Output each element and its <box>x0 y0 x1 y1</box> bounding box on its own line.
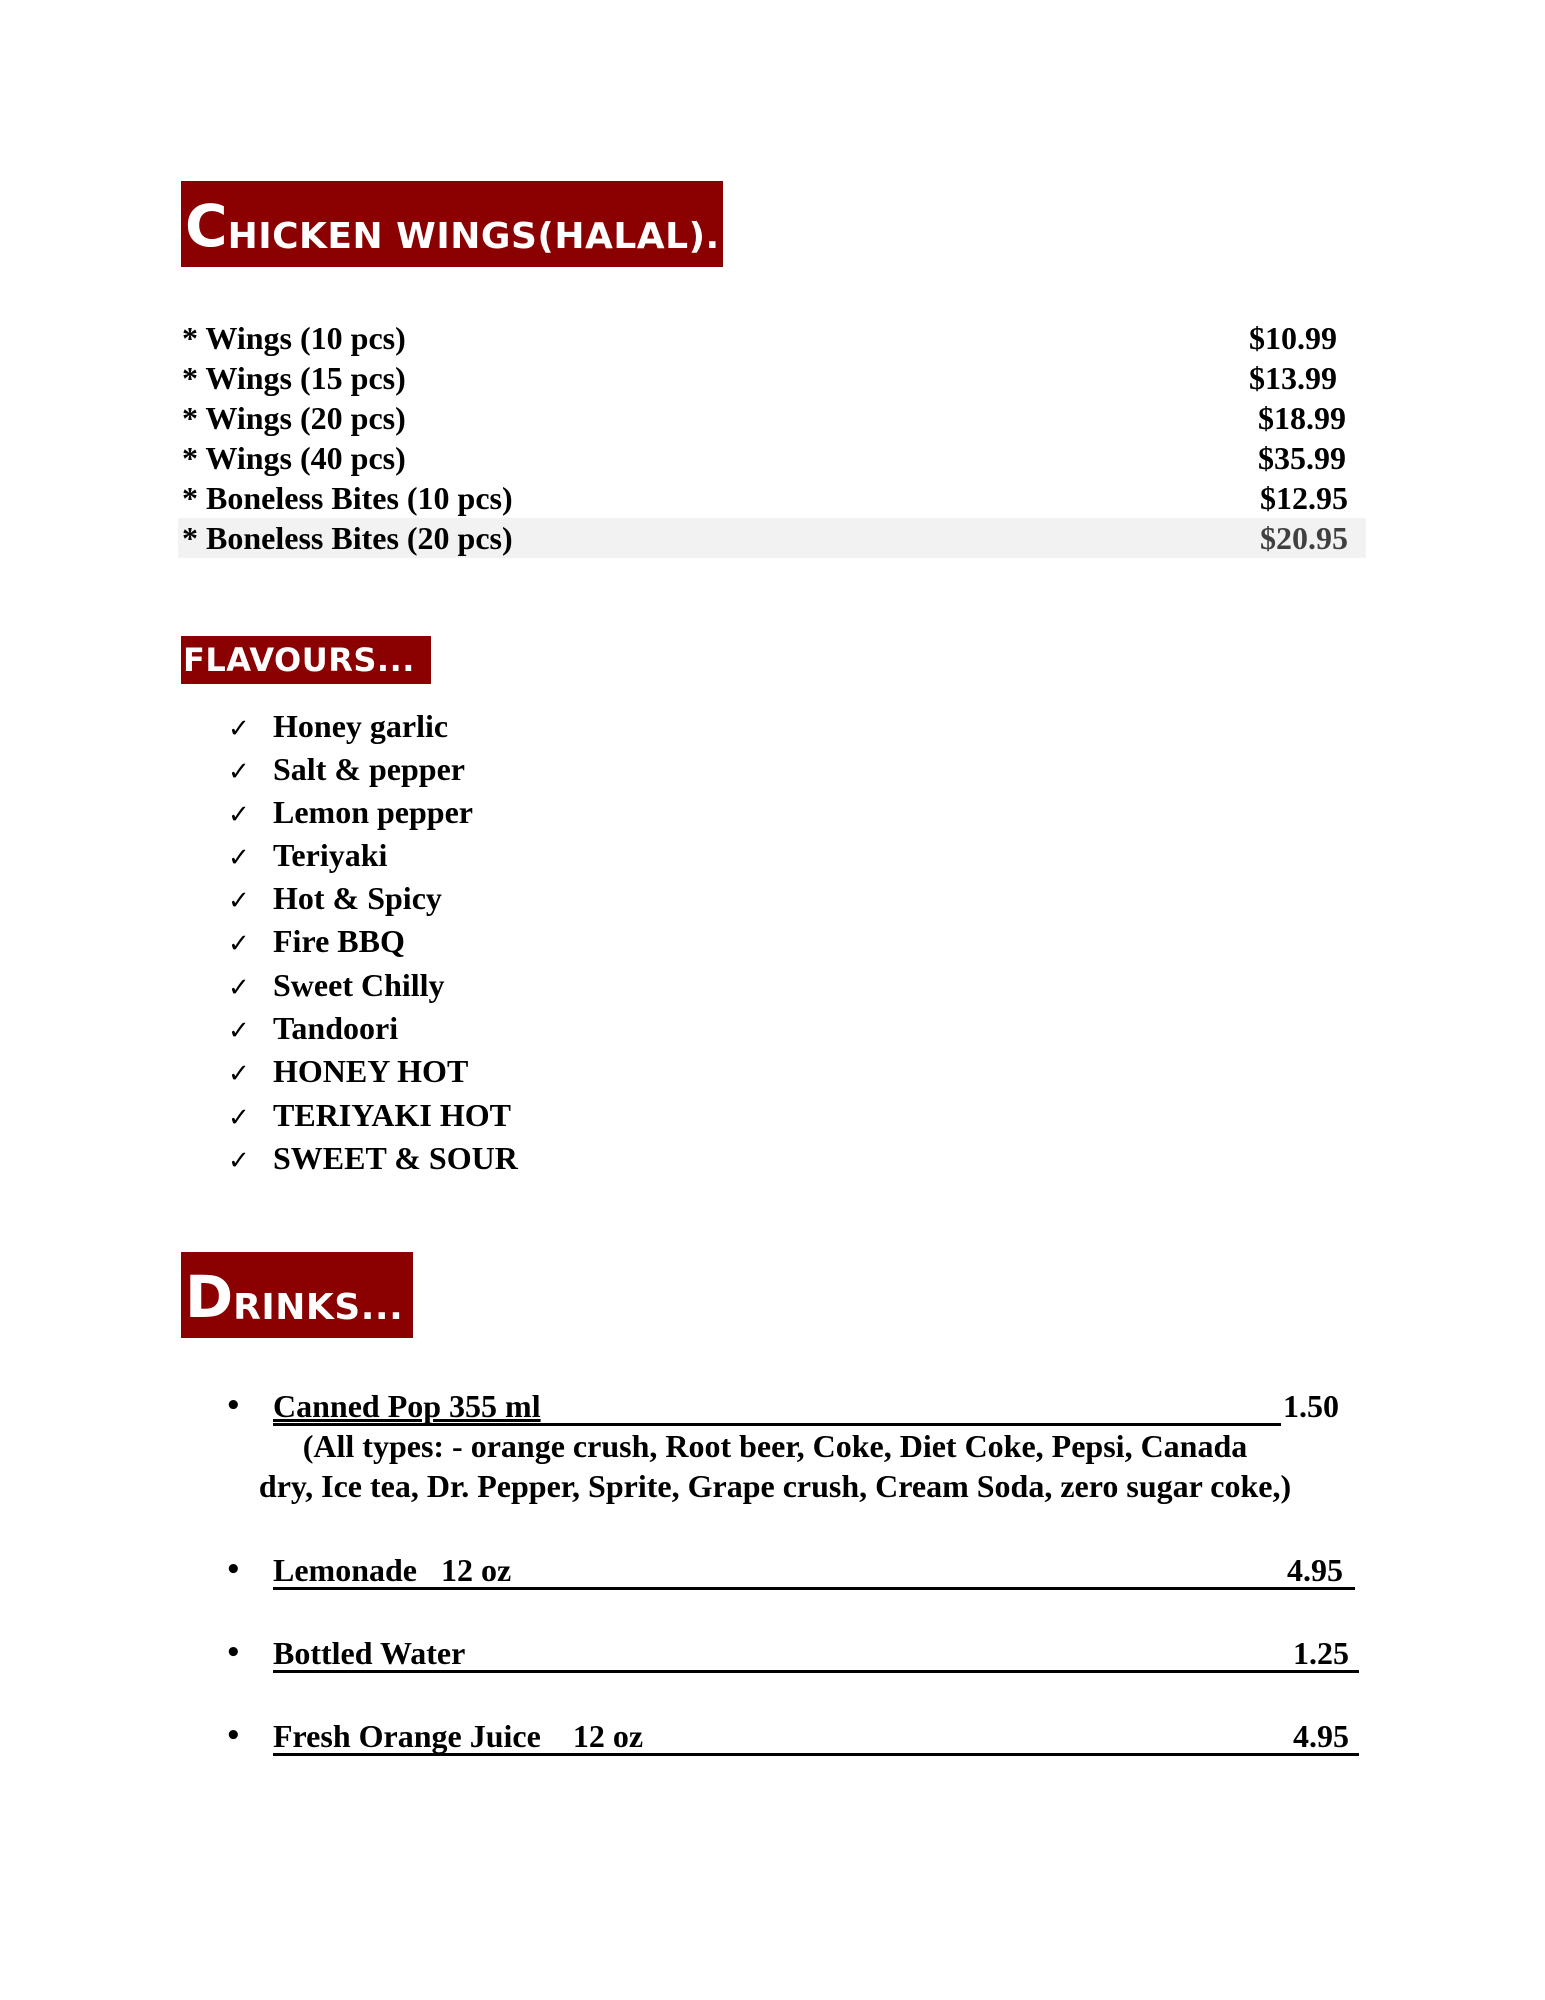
item-price: $18.99 <box>1258 400 1346 436</box>
item-price: $13.99 <box>1249 360 1337 396</box>
drink-price: 4.95 <box>1293 1718 1349 1754</box>
drink-name: Canned Pop 355 ml <box>273 1388 541 1424</box>
item-price: $35.99 <box>1258 440 1346 476</box>
drink-note-line: (All types: - orange crush, Root beer, Coke, Diet Coke, Pepsi, Canada <box>302 1428 1248 1464</box>
checkmark-icon: ✓ <box>228 1016 250 1046</box>
flavour-item <box>228 1008 398 1048</box>
checkmark-icon: ✓ <box>228 714 250 744</box>
checkmark-icon: ✓ <box>228 973 250 1003</box>
title-rest: HICKEN WINGS(HALAL)... <box>227 216 749 257</box>
drink-price: 4.95 <box>1287 1552 1343 1588</box>
drink-item <box>225 1386 1345 1426</box>
checkmark-icon: ✓ <box>228 800 250 830</box>
item-name: * Wings (10 pcs) <box>182 320 406 356</box>
flavour-item <box>228 965 445 1005</box>
flavour-item <box>228 878 442 918</box>
item-price: $12.95 <box>1260 480 1348 516</box>
flavour-item <box>228 749 465 789</box>
menu-item-row <box>178 318 1366 358</box>
menu-item-row <box>178 398 1366 438</box>
flavour-item <box>228 921 405 961</box>
flavour-name: Hot & Spicy <box>273 880 442 916</box>
section-title-flavours <box>181 636 431 684</box>
menu-item-row <box>178 438 1366 478</box>
title-rest: RINKS... <box>233 1287 404 1328</box>
checkmark-icon: ✓ <box>228 1146 250 1176</box>
drink-note-line: dry, Ice tea, Dr. Pepper, Sprite, Grape crush, Cream Soda, zero sugar coke,) <box>258 1468 1292 1504</box>
menu-item-row <box>178 358 1366 398</box>
section-title-drinks <box>181 1252 413 1338</box>
flavour-name: Teriyaki <box>273 837 388 873</box>
flavour-item <box>228 1138 518 1178</box>
flavour-item <box>228 792 473 832</box>
checkmark-icon: ✓ <box>228 757 250 787</box>
flavour-item <box>228 706 448 746</box>
checkmark-icon: ✓ <box>228 929 250 959</box>
flavour-name: Fire BBQ <box>273 923 405 959</box>
drink-price: 1.25 <box>1293 1635 1349 1671</box>
item-price: $20.95 <box>1260 520 1348 556</box>
menu-item-row <box>178 478 1366 518</box>
flavour-item <box>228 835 387 875</box>
bullet-icon: • <box>225 1555 242 1585</box>
title-initial: C <box>185 192 228 260</box>
section-title-chicken-wings <box>181 181 749 267</box>
flavour-name: HONEY HOT <box>273 1053 469 1089</box>
checkmark-icon: ✓ <box>228 843 250 873</box>
title-initial: D <box>185 1263 234 1331</box>
checkmark-icon: ✓ <box>228 1059 250 1089</box>
item-price: $10.99 <box>1249 320 1337 356</box>
menu-item-row-highlighted <box>178 518 1366 558</box>
item-name: * Boneless Bites (10 pcs) <box>182 480 513 516</box>
drink-item <box>225 1716 1355 1756</box>
drink-name: Lemonade 12 oz <box>273 1552 512 1588</box>
flavour-name: Sweet Chilly <box>273 967 445 1003</box>
bullet-icon: • <box>225 1638 242 1668</box>
bullet-icon: • <box>225 1721 242 1751</box>
drink-item <box>225 1633 1355 1673</box>
flavour-name: Lemon pepper <box>273 794 473 830</box>
checkmark-icon: ✓ <box>228 886 250 916</box>
flavour-item <box>228 1095 511 1135</box>
drink-name: Bottled Water <box>273 1635 466 1671</box>
drink-item <box>225 1550 1355 1590</box>
item-name: * Wings (15 pcs) <box>182 360 406 396</box>
bullet-icon: • <box>225 1391 242 1421</box>
flavour-name: TERIYAKI HOT <box>273 1097 511 1133</box>
flavour-item <box>228 1051 468 1091</box>
item-name: * Wings (20 pcs) <box>182 400 406 436</box>
drink-price: 1.50 <box>1283 1388 1339 1424</box>
flavour-name: Honey garlic <box>273 708 449 744</box>
title-text: FLAVOURS... <box>183 641 415 679</box>
checkmark-icon: ✓ <box>228 1103 250 1133</box>
item-name: * Boneless Bites (20 pcs) <box>182 520 513 556</box>
item-name: * Wings (40 pcs) <box>182 440 406 476</box>
flavour-name: Tandoori <box>273 1010 399 1046</box>
flavour-name: Salt & pepper <box>273 751 465 787</box>
drink-name: Fresh Orange Juice 12 oz <box>273 1718 644 1754</box>
flavour-name: SWEET & SOUR <box>273 1140 518 1176</box>
